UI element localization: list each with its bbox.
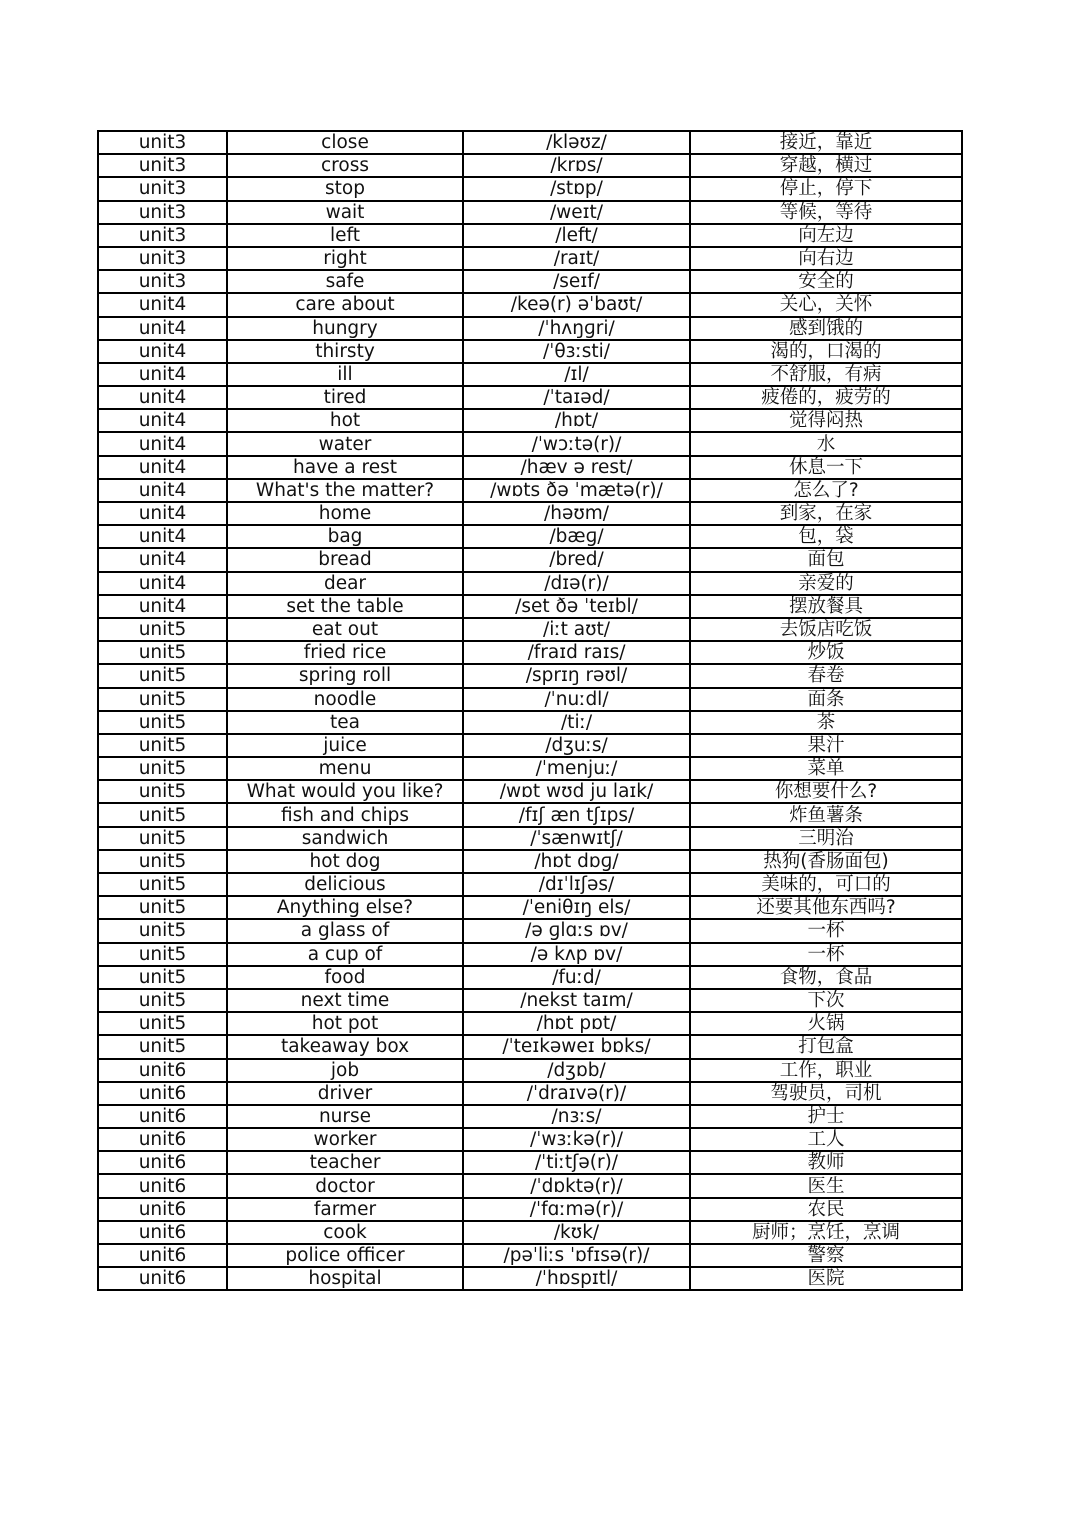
table-row <box>98 896 962 919</box>
unit-cell: unit6 <box>98 1198 227 1221</box>
word-cell: job <box>227 1059 463 1082</box>
word-cell: sandwich <box>227 827 463 850</box>
unit-cell: unit5 <box>98 1012 227 1035</box>
phonetic-cell: /ˈtiːtʃə(r)/ <box>463 1151 690 1174</box>
meaning-cell: 厨师；烹饪，烹调 <box>690 1221 962 1244</box>
unit-cell: unit6 <box>98 1221 227 1244</box>
meaning-cell: 面条 <box>690 688 962 711</box>
phonetic-cell: /fraɪd raɪs/ <box>463 641 690 664</box>
unit-cell: unit4 <box>98 363 227 386</box>
meaning-cell: 渴的，口渴的 <box>690 340 962 363</box>
meaning-cell: 到家，在家 <box>690 502 962 525</box>
vocabulary-table-body <box>98 131 962 1290</box>
table-row <box>98 873 962 896</box>
phonetic-cell: /ˈhʌŋɡri/ <box>463 317 690 340</box>
table-row <box>98 224 962 247</box>
unit-cell: unit5 <box>98 966 227 989</box>
unit-cell: unit3 <box>98 270 227 293</box>
meaning-cell: 还要其他东西吗? <box>690 896 962 919</box>
meaning-cell: 接近，靠近 <box>690 131 962 154</box>
phonetic-cell: /bred/ <box>463 548 690 571</box>
phonetic-cell: /həʊm/ <box>463 502 690 525</box>
word-cell: What would you like? <box>227 780 463 803</box>
table-row <box>98 340 962 363</box>
phonetic-cell: /iːt aʊt/ <box>463 618 690 641</box>
table-row <box>98 1105 962 1128</box>
unit-cell: unit5 <box>98 803 227 826</box>
table-row <box>98 1267 962 1290</box>
word-cell: tired <box>227 386 463 409</box>
meaning-cell: 警察 <box>690 1244 962 1267</box>
unit-cell: unit4 <box>98 479 227 502</box>
meaning-cell: 热狗(香肠面包) <box>690 850 962 873</box>
table-row <box>98 966 962 989</box>
unit-cell: unit4 <box>98 548 227 571</box>
table-row <box>98 131 962 154</box>
word-cell: Anything else? <box>227 896 463 919</box>
unit-cell: unit5 <box>98 873 227 896</box>
meaning-cell: 炸鱼薯条 <box>690 803 962 826</box>
table-row <box>98 943 962 966</box>
unit-cell: unit5 <box>98 989 227 1012</box>
meaning-cell: 停止，停下 <box>690 177 962 200</box>
unit-cell: unit4 <box>98 293 227 316</box>
phonetic-cell: /raɪt/ <box>463 247 690 270</box>
meaning-cell: 火锅 <box>690 1012 962 1035</box>
word-cell: hungry <box>227 317 463 340</box>
phonetic-cell: /ˈsænwɪtʃ/ <box>463 827 690 850</box>
meaning-cell: 摆放餐具 <box>690 595 962 618</box>
unit-cell: unit5 <box>98 711 227 734</box>
unit-cell: unit4 <box>98 595 227 618</box>
word-cell: noodle <box>227 688 463 711</box>
unit-cell: unit5 <box>98 896 227 919</box>
meaning-cell: 安全的 <box>690 270 962 293</box>
table-row <box>98 757 962 780</box>
vocabulary-table <box>97 130 963 1291</box>
phonetic-cell: /set ðə ˈteɪbl/ <box>463 595 690 618</box>
table-row <box>98 247 962 270</box>
unit-cell: unit5 <box>98 664 227 687</box>
word-cell: care about <box>227 293 463 316</box>
unit-cell: unit4 <box>98 340 227 363</box>
meaning-cell: 茶 <box>690 711 962 734</box>
meaning-cell: 驾驶员，司机 <box>690 1082 962 1105</box>
phonetic-cell: /fɪʃ æn tʃɪps/ <box>463 803 690 826</box>
phonetic-cell: /krɒs/ <box>463 154 690 177</box>
phonetic-cell: /ˈtaɪəd/ <box>463 386 690 409</box>
meaning-cell: 疲倦的，疲劳的 <box>690 386 962 409</box>
phonetic-cell: /hæv ə rest/ <box>463 456 690 479</box>
table-row <box>98 803 962 826</box>
unit-cell: unit5 <box>98 943 227 966</box>
word-cell: water <box>227 432 463 455</box>
word-cell: dear <box>227 572 463 595</box>
table-row <box>98 386 962 409</box>
table-row <box>98 1151 962 1174</box>
phonetic-cell: /bæɡ/ <box>463 525 690 548</box>
word-cell: menu <box>227 757 463 780</box>
unit-cell: unit6 <box>98 1267 227 1290</box>
table-row <box>98 317 962 340</box>
meaning-cell: 向左边 <box>690 224 962 247</box>
unit-cell: unit4 <box>98 456 227 479</box>
table-row <box>98 850 962 873</box>
table-row <box>98 363 962 386</box>
meaning-cell: 打包盒 <box>690 1035 962 1058</box>
meaning-cell: 下次 <box>690 989 962 1012</box>
table-row <box>98 293 962 316</box>
table-row <box>98 688 962 711</box>
table-row <box>98 1012 962 1035</box>
word-cell: fish and chips <box>227 803 463 826</box>
meaning-cell: 炒饭 <box>690 641 962 664</box>
phonetic-cell: /keə(r) əˈbaʊt/ <box>463 293 690 316</box>
word-cell: next time <box>227 989 463 1012</box>
unit-cell: unit5 <box>98 1035 227 1058</box>
phonetic-cell: /stɒp/ <box>463 177 690 200</box>
word-cell: driver <box>227 1082 463 1105</box>
phonetic-cell: /ˈmenjuː/ <box>463 757 690 780</box>
meaning-cell: 农民 <box>690 1198 962 1221</box>
unit-cell: unit5 <box>98 618 227 641</box>
meaning-cell: 向右边 <box>690 247 962 270</box>
word-cell: eat out <box>227 618 463 641</box>
unit-cell: unit5 <box>98 641 227 664</box>
table-row <box>98 1082 962 1105</box>
meaning-cell: 去饭店吃饭 <box>690 618 962 641</box>
word-cell: stop <box>227 177 463 200</box>
unit-cell: unit5 <box>98 688 227 711</box>
meaning-cell: 果汁 <box>690 734 962 757</box>
meaning-cell: 觉得闷热 <box>690 409 962 432</box>
meaning-cell: 美味的，可口的 <box>690 873 962 896</box>
word-cell: What's the matter? <box>227 479 463 502</box>
unit-cell: unit5 <box>98 919 227 942</box>
meaning-cell: 工作，职业 <box>690 1059 962 1082</box>
table-row <box>98 1244 962 1267</box>
meaning-cell: 一杯 <box>690 919 962 942</box>
table-row <box>98 154 962 177</box>
word-cell: hospital <box>227 1267 463 1290</box>
table-row <box>98 780 962 803</box>
word-cell: set the table <box>227 595 463 618</box>
table-row <box>98 572 962 595</box>
meaning-cell: 亲爱的 <box>690 572 962 595</box>
phonetic-cell: /wɒts ðə ˈmætə(r)/ <box>463 479 690 502</box>
table-row <box>98 525 962 548</box>
phonetic-cell: /dʒɒb/ <box>463 1059 690 1082</box>
word-cell: police officer <box>227 1244 463 1267</box>
unit-cell: unit4 <box>98 525 227 548</box>
phonetic-cell: /hɒt/ <box>463 409 690 432</box>
word-cell: a glass of <box>227 919 463 942</box>
unit-cell: unit5 <box>98 780 227 803</box>
meaning-cell: 面包 <box>690 548 962 571</box>
word-cell: a cup of <box>227 943 463 966</box>
table-row <box>98 1128 962 1151</box>
table-row <box>98 618 962 641</box>
phonetic-cell: /weɪt/ <box>463 201 690 224</box>
meaning-cell: 三明治 <box>690 827 962 850</box>
meaning-cell: 医生 <box>690 1174 962 1197</box>
unit-cell: unit5 <box>98 734 227 757</box>
word-cell: hot pot <box>227 1012 463 1035</box>
phonetic-cell: /sprɪŋ rəʊl/ <box>463 664 690 687</box>
word-cell: food <box>227 966 463 989</box>
table-row <box>98 177 962 200</box>
word-cell: hot <box>227 409 463 432</box>
word-cell: close <box>227 131 463 154</box>
word-cell: ill <box>227 363 463 386</box>
unit-cell: unit6 <box>98 1105 227 1128</box>
phonetic-cell: /ˈeniθɪŋ els/ <box>463 896 690 919</box>
unit-cell: unit3 <box>98 201 227 224</box>
table-row <box>98 1059 962 1082</box>
table-row <box>98 595 962 618</box>
word-cell: fried rice <box>227 641 463 664</box>
phonetic-cell: /hɒt dɒɡ/ <box>463 850 690 873</box>
word-cell: cook <box>227 1221 463 1244</box>
meaning-cell: 感到饿的 <box>690 317 962 340</box>
table-row <box>98 734 962 757</box>
unit-cell: unit6 <box>98 1151 227 1174</box>
table-row <box>98 1035 962 1058</box>
table-row <box>98 502 962 525</box>
phonetic-cell: /kləʊz/ <box>463 131 690 154</box>
unit-cell: unit6 <box>98 1082 227 1105</box>
unit-cell: unit4 <box>98 572 227 595</box>
unit-cell: unit4 <box>98 502 227 525</box>
word-cell: thirsty <box>227 340 463 363</box>
word-cell: takeaway box <box>227 1035 463 1058</box>
meaning-cell: 医院 <box>690 1267 962 1290</box>
phonetic-cell: /ˈteɪkəweɪ bɒks/ <box>463 1035 690 1058</box>
word-cell: bag <box>227 525 463 548</box>
table-row <box>98 456 962 479</box>
phonetic-cell: /ˈnuːdl/ <box>463 688 690 711</box>
phonetic-cell: /ˈdraɪvə(r)/ <box>463 1082 690 1105</box>
meaning-cell: 关心，关怀 <box>690 293 962 316</box>
table-row <box>98 432 962 455</box>
table-row <box>98 1221 962 1244</box>
table-row <box>98 989 962 1012</box>
phonetic-cell: /kʊk/ <box>463 1221 690 1244</box>
phonetic-cell: /ˈdɒktə(r)/ <box>463 1174 690 1197</box>
table-row <box>98 1174 962 1197</box>
word-cell: bread <box>227 548 463 571</box>
phonetic-cell: /dɪˈlɪʃəs/ <box>463 873 690 896</box>
phonetic-cell: /ˈθɜːsti/ <box>463 340 690 363</box>
table-row <box>98 479 962 502</box>
table-row <box>98 711 962 734</box>
table-row <box>98 664 962 687</box>
meaning-cell: 水 <box>690 432 962 455</box>
phonetic-cell: /ɪl/ <box>463 363 690 386</box>
unit-cell: unit6 <box>98 1128 227 1151</box>
meaning-cell: 菜单 <box>690 757 962 780</box>
table-row <box>98 827 962 850</box>
phonetic-cell: /ə kʌp ɒv/ <box>463 943 690 966</box>
word-cell: home <box>227 502 463 525</box>
phonetic-cell: /ˈhɒspɪtl/ <box>463 1267 690 1290</box>
table-row <box>98 641 962 664</box>
word-cell: have a rest <box>227 456 463 479</box>
word-cell: safe <box>227 270 463 293</box>
phonetic-cell: /dɪə(r)/ <box>463 572 690 595</box>
unit-cell: unit4 <box>98 317 227 340</box>
word-cell: spring roll <box>227 664 463 687</box>
unit-cell: unit6 <box>98 1244 227 1267</box>
meaning-cell: 工人 <box>690 1128 962 1151</box>
table-row <box>98 1198 962 1221</box>
phonetic-cell: /hɒt pɒt/ <box>463 1012 690 1035</box>
table-row <box>98 409 962 432</box>
word-cell: left <box>227 224 463 247</box>
word-cell: right <box>227 247 463 270</box>
meaning-cell: 穿越，横过 <box>690 154 962 177</box>
meaning-cell: 等候，等待 <box>690 201 962 224</box>
unit-cell: unit5 <box>98 827 227 850</box>
word-cell: nurse <box>227 1105 463 1128</box>
table-row <box>98 270 962 293</box>
unit-cell: unit5 <box>98 850 227 873</box>
phonetic-cell: /fuːd/ <box>463 966 690 989</box>
meaning-cell: 你想要什么? <box>690 780 962 803</box>
word-cell: teacher <box>227 1151 463 1174</box>
word-cell: farmer <box>227 1198 463 1221</box>
unit-cell: unit3 <box>98 131 227 154</box>
phonetic-cell: /wɒt wʊd ju laɪk/ <box>463 780 690 803</box>
phonetic-cell: /nɜːs/ <box>463 1105 690 1128</box>
phonetic-cell: /seɪf/ <box>463 270 690 293</box>
word-cell: hot dog <box>227 850 463 873</box>
table-row <box>98 201 962 224</box>
word-cell: wait <box>227 201 463 224</box>
unit-cell: unit3 <box>98 177 227 200</box>
phonetic-cell: /pəˈliːs ˈɒfɪsə(r)/ <box>463 1244 690 1267</box>
unit-cell: unit4 <box>98 409 227 432</box>
meaning-cell: 休息一下 <box>690 456 962 479</box>
phonetic-cell: /ˈwɜːkə(r)/ <box>463 1128 690 1151</box>
unit-cell: unit6 <box>98 1174 227 1197</box>
table-row <box>98 548 962 571</box>
word-cell: juice <box>227 734 463 757</box>
meaning-cell: 怎么了? <box>690 479 962 502</box>
meaning-cell: 教师 <box>690 1151 962 1174</box>
word-cell: worker <box>227 1128 463 1151</box>
phonetic-cell: /left/ <box>463 224 690 247</box>
word-cell: delicious <box>227 873 463 896</box>
unit-cell: unit3 <box>98 154 227 177</box>
meaning-cell: 春卷 <box>690 664 962 687</box>
phonetic-cell: /dʒuːs/ <box>463 734 690 757</box>
phonetic-cell: /ˈwɔːtə(r)/ <box>463 432 690 455</box>
table-row <box>98 919 962 942</box>
unit-cell: unit6 <box>98 1059 227 1082</box>
meaning-cell: 一杯 <box>690 943 962 966</box>
word-cell: tea <box>227 711 463 734</box>
meaning-cell: 包，袋 <box>690 525 962 548</box>
meaning-cell: 不舒服，有病 <box>690 363 962 386</box>
unit-cell: unit4 <box>98 386 227 409</box>
word-cell: doctor <box>227 1174 463 1197</box>
phonetic-cell: /ə ɡlɑːs ɒv/ <box>463 919 690 942</box>
word-cell: cross <box>227 154 463 177</box>
unit-cell: unit3 <box>98 224 227 247</box>
meaning-cell: 食物，食品 <box>690 966 962 989</box>
phonetic-cell: /tiː/ <box>463 711 690 734</box>
unit-cell: unit3 <box>98 247 227 270</box>
phonetic-cell: /ˈfɑːmə(r)/ <box>463 1198 690 1221</box>
phonetic-cell: /nekst taɪm/ <box>463 989 690 1012</box>
meaning-cell: 护士 <box>690 1105 962 1128</box>
unit-cell: unit4 <box>98 432 227 455</box>
unit-cell: unit5 <box>98 757 227 780</box>
